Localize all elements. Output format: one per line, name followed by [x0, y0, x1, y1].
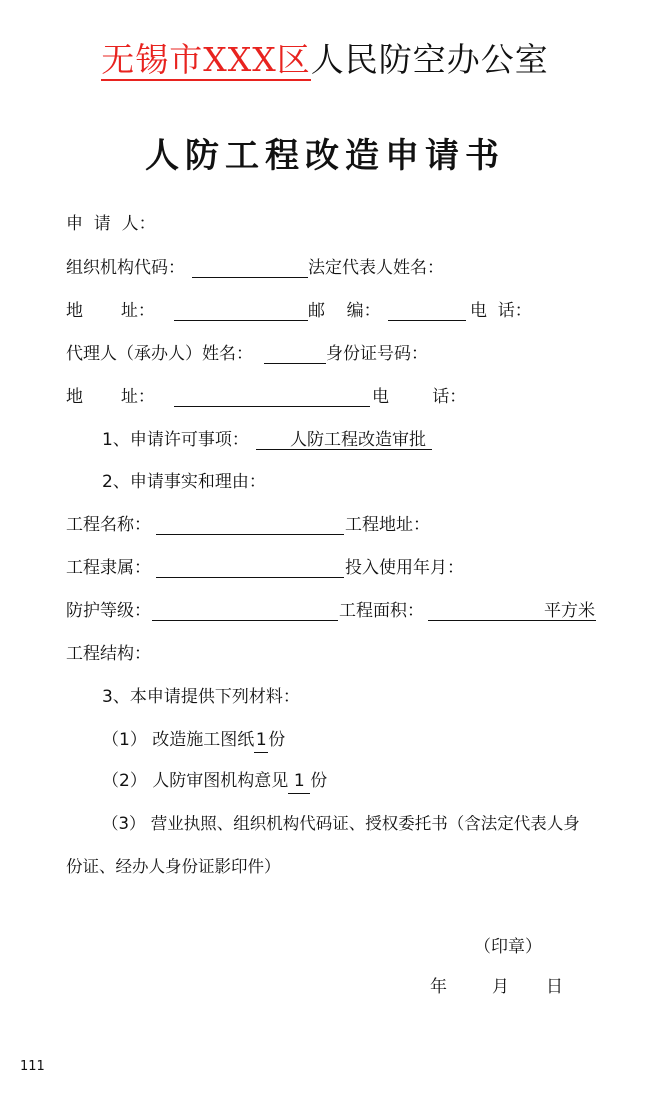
- project-address-label: 工程地址：: [345, 515, 430, 535]
- project-affiliation-label: 工程隶属：: [66, 558, 151, 578]
- material-1: [102, 728, 285, 753]
- project-structure-label: 工程结构：: [66, 644, 151, 664]
- material-2-count: 1: [288, 769, 310, 794]
- material-3-line-2: 份证、经办人身份证影印件）: [66, 857, 281, 876]
- date-month: 月: [492, 977, 509, 997]
- agent-name-label: 代理人（承办人）姓名：: [66, 344, 253, 364]
- phone-label: 电 话：: [470, 301, 532, 321]
- project-name-label: 工程名称：: [66, 515, 151, 535]
- agent-phone-label: 电 话：: [372, 387, 467, 407]
- date-day: 日: [546, 977, 563, 997]
- item1-label: 1、申请许可事项：: [102, 430, 249, 450]
- material-2-unit: 份: [310, 771, 328, 791]
- material-1-label: （1） 改造施工图纸: [102, 730, 255, 750]
- address-label: 地 址：: [66, 301, 155, 321]
- material-2: [102, 769, 327, 794]
- office-header: [0, 38, 650, 82]
- material-1-count: 1: [254, 728, 268, 753]
- seal-label: （印章）: [474, 937, 542, 957]
- header-office: 人民防空办公室: [310, 40, 549, 79]
- project-name-field[interactable]: [156, 534, 344, 535]
- material-1-unit: 份: [268, 730, 286, 750]
- item2-label: 2、申请事实和理由：: [102, 472, 266, 492]
- date-year: 年: [430, 977, 447, 997]
- header-district: 无锡市XXX区: [101, 40, 311, 79]
- agent-name-field[interactable]: [264, 363, 326, 364]
- postcode-label: 邮 编：: [308, 301, 381, 321]
- project-area-label: 工程面积：: [339, 601, 424, 621]
- project-in-use-label: 投入使用年月：: [345, 558, 464, 578]
- document-title: 人防工程改造申请书: [145, 136, 505, 176]
- applicant-label: 申 请 人：: [66, 214, 156, 234]
- material-2-label: （2） 人防审图机构意见: [102, 771, 289, 791]
- org-code-label: 组织机构代码：: [66, 258, 185, 278]
- protection-level-field[interactable]: [152, 620, 338, 621]
- project-area-unit: 平方米: [544, 601, 595, 621]
- postcode-field[interactable]: [388, 320, 466, 321]
- item1-value: 人防工程改造审批: [290, 430, 426, 450]
- org-code-field[interactable]: [192, 277, 308, 278]
- item3-label: 3、本申请提供下列材料：: [102, 687, 300, 707]
- agent-address-field[interactable]: [174, 406, 370, 407]
- legal-rep-label: 法定代表人姓名：: [308, 258, 444, 278]
- protection-level-label: 防护等级：: [66, 601, 151, 621]
- agent-id-label: 身份证号码：: [326, 344, 428, 364]
- agent-address-label: 地 址：: [66, 387, 155, 407]
- material-3-line-1: （3） 营业执照、组织机构代码证、授权委托书（含法定代表人身: [102, 814, 580, 833]
- address-field[interactable]: [174, 320, 308, 321]
- project-affiliation-field[interactable]: [156, 577, 344, 578]
- page-number: 111: [20, 1059, 45, 1074]
